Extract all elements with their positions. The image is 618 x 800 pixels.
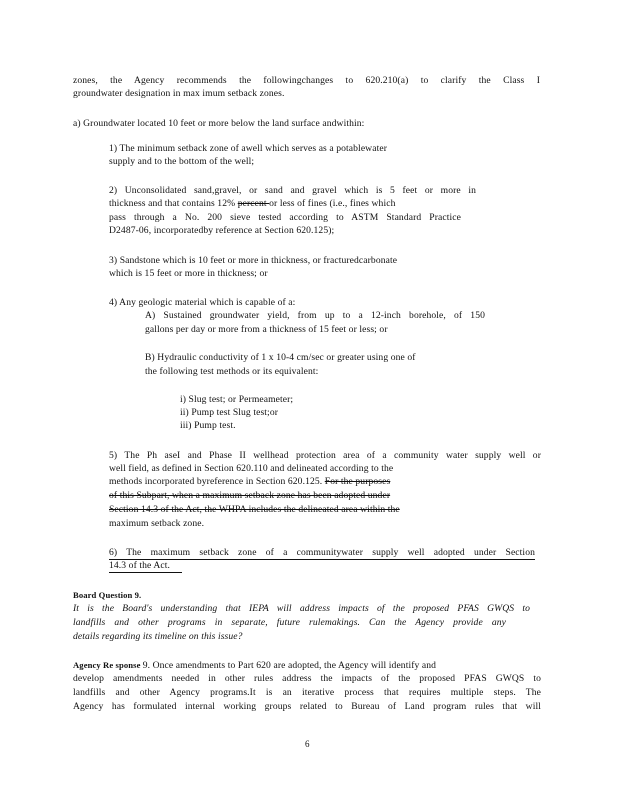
board-question-line-3: details regarding its timeline on this issue?: [73, 631, 243, 642]
item-2-line-2-text-b: or less of fines (i.e., fines which: [269, 198, 396, 209]
item-4-b-line-2: the following test methods or its equivalent:: [145, 366, 319, 377]
agency-response-line-1-text: 9. Once amendments to Part 620 are adopted, the Agency will identify and: [142, 660, 437, 671]
item-6-line-2: 14.3 of the Act.: [109, 560, 171, 571]
item-4-sub-ii: ii) Pump test Slug test;or: [180, 407, 279, 418]
item-6-underline-1: [109, 559, 535, 560]
agency-response-line-3: landfills and other Agency programs.It is an iterative process that requires multiple steps. The: [73, 687, 541, 698]
item-2-line-3: pass through a No. 200 sieve tested according to ASTM Standard Practice: [109, 212, 461, 223]
item-5-line-2: well field, as defined in Section 620.110 and delineated according to the: [109, 463, 394, 474]
item-3-line-1: 3) Sandstone which is 10 feet or more in thickness, or fracturedcarbonate: [109, 255, 398, 266]
item-2-line-2: [109, 198, 395, 210]
item-a-heading: a) Groundwater located 10 feet or more below the land surface andwithin:: [73, 118, 365, 129]
item-1-line-1: 1) The minimum setback zone of awell which serves as a potablewater: [109, 143, 387, 154]
intro-line-1: zones, the Agency recommends the followingchanges to 620.210(a) to clarify the Class I: [73, 75, 540, 86]
item-6-line-1: 6) The maximum setback zone of a communitywater supply well adopted under Section: [109, 547, 535, 558]
item-2-line-1: 2) Unconsolidated sand,gravel, or sand and gravel which is 5 feet or more in: [109, 185, 476, 196]
item-4-a-line-1: A) Sustained groundwater yield, from up to a 12-inch borehole, of 150: [145, 310, 485, 321]
item-2-struck-word: percent: [237, 198, 270, 209]
item-5-struck-text-3: Section 14.3 of the Act, the WHPA includes the delineated area within the: [109, 504, 400, 515]
item-5-line-6: maximum setback zone.: [109, 518, 205, 529]
board-question-line-2: landfills and other programs in separate, future rulemakings. Can the Agency provide any: [73, 617, 506, 628]
item-5-struck-text-2: of this Subpart, when a maximum setback zone has been adopted under: [109, 490, 391, 501]
intro-line-2: groundwater designation in max imum setback zones.: [73, 88, 285, 99]
item-6-underline-2: [109, 572, 182, 573]
item-5-line-3-text: methods incorporated byreference in Section 620.125.: [109, 476, 325, 487]
agency-response-line-1: [73, 659, 436, 672]
item-4-a-line-2: gallons per day or more from a thickness of 15 feet or less; or: [145, 324, 388, 335]
item-1-line-2: supply and to the bottom of the well;: [109, 156, 255, 167]
agency-response-line-4: Agency has formulated internal working groups related to Bureau of Land program rules that will: [73, 701, 541, 712]
item-4-sub-i: i) Slug test; or Permeameter;: [180, 394, 294, 405]
page-number: 6: [305, 739, 310, 749]
item-2-line-2-text-a: thickness and that contains 12%: [109, 198, 238, 209]
item-2-line-4: D2487-06, incorporatedby reference at Section 620.125);: [109, 225, 335, 236]
item-4-line-1: 4) Any geologic material which is capable of a:: [109, 297, 296, 308]
board-question-label: Board Question 9.: [73, 590, 142, 600]
item-4-sub-iii: iii) Pump test.: [180, 420, 236, 431]
agency-response-line-2: develop amendments needed in other rules address the impacts of the proposed PFAS GWQS to: [73, 673, 541, 684]
item-5-line-1: 5) The Ph aseI and Phase II wellhead protection area of a community water supply well or: [109, 450, 541, 461]
agency-response-label: Agency Re sponse: [73, 660, 143, 670]
item-3-line-2: which is 15 feet or more in thickness; or: [109, 268, 268, 279]
item-4-b-line-1: B) Hydraulic conductivity of 1 x 10-4 cm/sec or greater using one of: [145, 352, 416, 363]
board-question-line-1: It is the Board's understanding that IEPA will address impacts of the proposed PFAS GWQS to: [73, 603, 530, 614]
item-5-line-3: [109, 476, 390, 488]
item-5-struck-text-1: For the purposes: [324, 476, 391, 487]
